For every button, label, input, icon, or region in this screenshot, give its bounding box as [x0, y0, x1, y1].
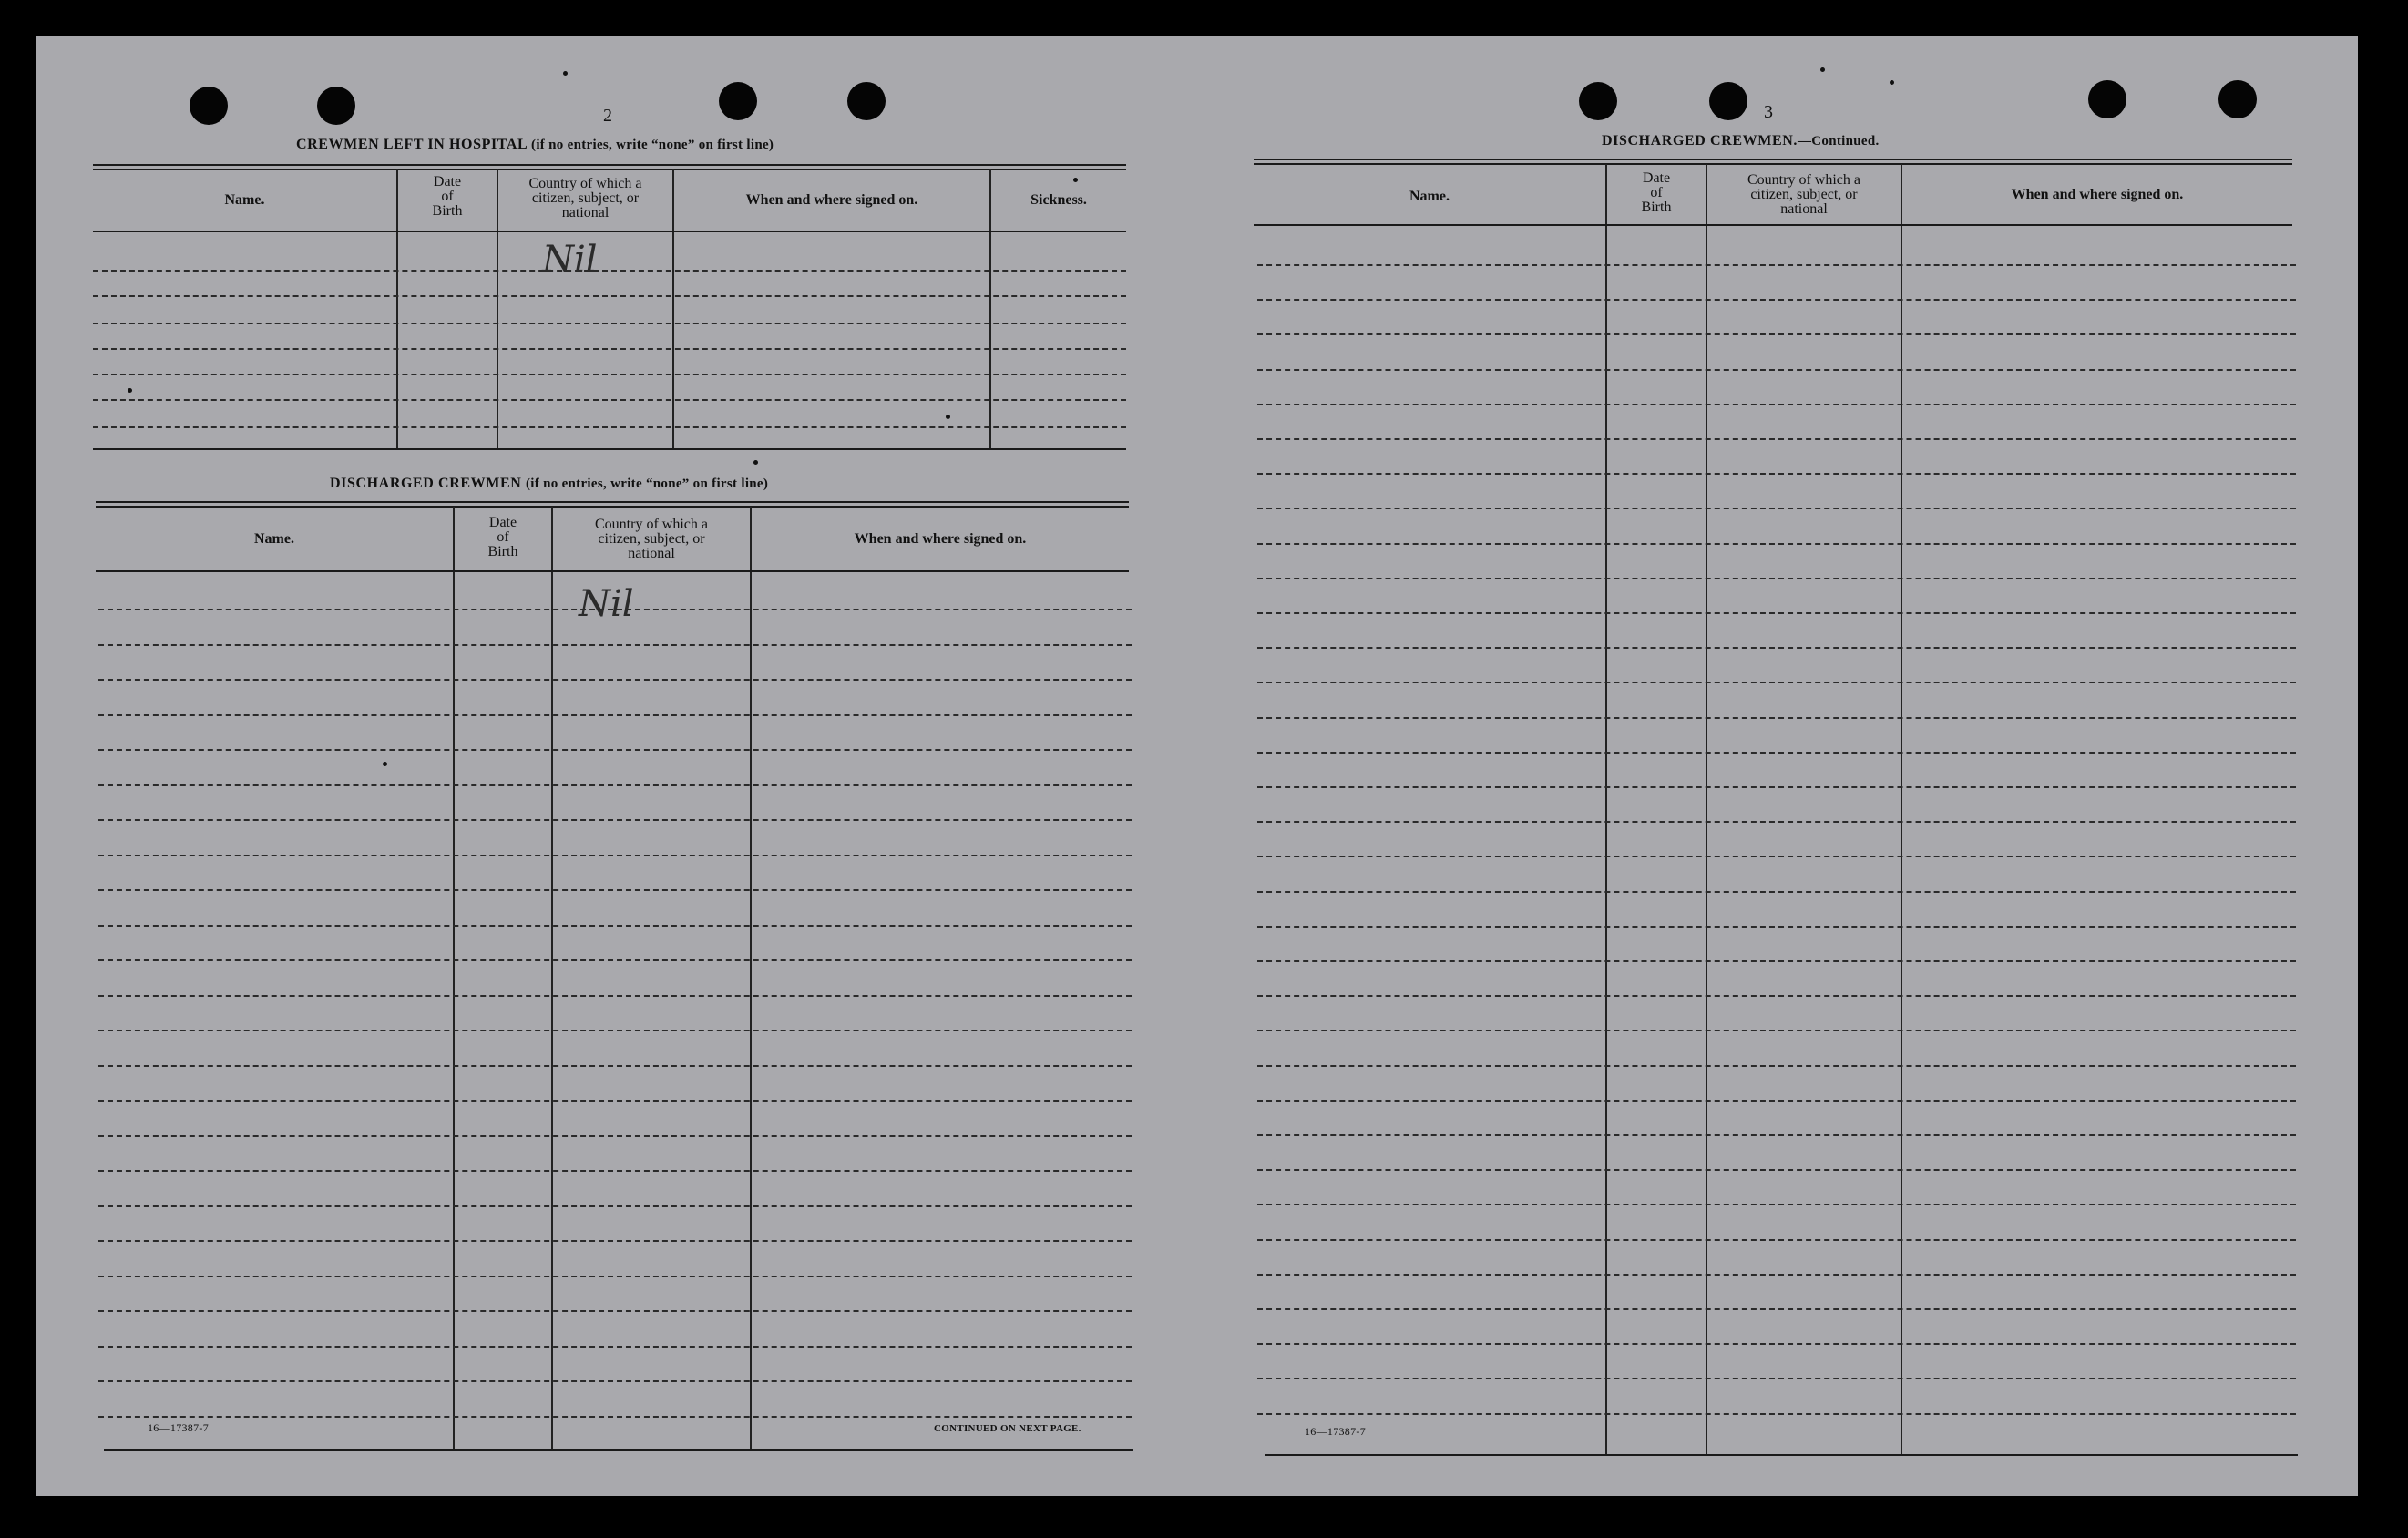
entry-line [1257, 1030, 2296, 1031]
column-header-sickness: Sickness. [1030, 192, 1087, 208]
speck [1890, 80, 1894, 85]
column-divider [989, 169, 991, 450]
column-header-name: Name. [254, 531, 294, 547]
entry-line [98, 784, 1132, 786]
column-header-signed-on: When and where signed on. [745, 192, 918, 208]
entry-line [98, 889, 1132, 891]
column-header-name: Name. [1409, 189, 1450, 204]
speck [563, 71, 568, 76]
handwritten-nil: Nil [579, 583, 634, 625]
entry-line [98, 1100, 1132, 1102]
speck [753, 460, 758, 465]
column-header-dob: Date of Birth [432, 174, 463, 219]
column-header-dob: Date of Birth [1641, 170, 1672, 215]
entry-line [98, 995, 1132, 997]
entry-line [98, 679, 1132, 681]
continued-note: CONTINUED ON NEXT PAGE. [934, 1423, 1081, 1434]
column-divider [1605, 164, 1607, 1454]
entry-line [93, 348, 1126, 350]
entry-line [1257, 1274, 2296, 1276]
column-header-dob: Date of Birth [487, 515, 518, 559]
entry-line [1257, 821, 2296, 823]
entry-line [1257, 1204, 2296, 1205]
page-number: 3 [1764, 102, 1773, 122]
entry-line [98, 1416, 1132, 1418]
form-number: 16—17387-7 [148, 1421, 209, 1434]
entry-line [1257, 1308, 2296, 1310]
rule [1254, 159, 2292, 160]
entry-line [93, 399, 1126, 401]
column-header-country: Country of which a citizen, subject, or national [1747, 172, 1860, 217]
speck [946, 415, 950, 419]
column-header-country: Country of which a citizen, subject, or national [595, 517, 708, 561]
speck [383, 762, 387, 766]
handwritten-nil: Nil [542, 239, 598, 281]
header-rule [93, 231, 1126, 232]
entry-line [93, 323, 1126, 324]
entry-line [93, 426, 1126, 428]
entry-line [1257, 926, 2296, 928]
rule [1254, 163, 2292, 165]
entry-line [1257, 682, 2296, 683]
entry-line [98, 1135, 1132, 1137]
entry-line [1257, 1134, 2296, 1136]
entry-line [1257, 856, 2296, 857]
header-rule [96, 570, 1129, 572]
column-divider [551, 507, 553, 1451]
entry-line [1257, 1378, 2296, 1379]
entry-line [98, 1205, 1132, 1207]
rule [96, 506, 1129, 508]
entry-line [98, 1380, 1132, 1382]
entry-line [98, 959, 1132, 961]
discharged-continued-title: DISCHARGED CREWMEN.—Continued. [1602, 133, 1880, 149]
column-divider [453, 507, 455, 1451]
entry-line [1257, 404, 2296, 405]
entry-line [98, 1310, 1132, 1312]
rule [93, 169, 1126, 170]
entry-line [98, 714, 1132, 716]
entry-line [1257, 369, 2296, 371]
entry-line [98, 1346, 1132, 1348]
entry-line [1257, 1239, 2296, 1241]
punch-hole [847, 82, 886, 120]
entry-line [98, 1240, 1132, 1242]
entry-line [1257, 960, 2296, 962]
table-bottom-rule [1265, 1454, 2298, 1456]
scanned-form-sheet [36, 36, 2358, 1496]
entry-line [93, 270, 1126, 272]
column-header-name: Name. [224, 192, 265, 208]
discharged-table-title: DISCHARGED CREWMEN (if no entries, write “none” on first line) [330, 476, 769, 491]
column-divider [1706, 164, 1707, 1454]
entry-line [1257, 1169, 2296, 1171]
punch-hole [2088, 80, 2126, 118]
entry-line [1257, 1413, 2296, 1415]
entry-line [93, 374, 1126, 375]
entry-line [1257, 1343, 2296, 1345]
entry-line [1257, 543, 2296, 545]
entry-line [98, 644, 1132, 646]
entry-line [98, 855, 1132, 856]
table-bottom-rule [93, 448, 1126, 450]
entry-line [98, 925, 1132, 927]
punch-hole [2218, 80, 2257, 118]
entry-line [1257, 299, 2296, 301]
entry-line [98, 1030, 1132, 1031]
entry-line [1257, 508, 2296, 509]
entry-line [1257, 578, 2296, 579]
punch-hole [1709, 82, 1747, 120]
entry-line [1257, 995, 2296, 997]
rule [96, 501, 1129, 503]
entry-line [1257, 647, 2296, 649]
header-rule [1254, 224, 2292, 226]
entry-line [1257, 612, 2296, 614]
table-bottom-rule [104, 1449, 1133, 1451]
speck [128, 388, 132, 393]
entry-line [1257, 473, 2296, 475]
column-header-signed-on: When and where signed on. [2011, 187, 2184, 202]
column-divider [750, 507, 752, 1451]
entry-line [1257, 891, 2296, 893]
column-divider [672, 169, 674, 450]
page-number: 2 [603, 106, 612, 126]
entry-line [98, 1276, 1132, 1277]
entry-line [1257, 264, 2296, 266]
punch-hole [1579, 82, 1617, 120]
entry-line [98, 1065, 1132, 1067]
column-header-signed-on: When and where signed on. [854, 531, 1027, 547]
entry-line [1257, 752, 2296, 754]
column-divider [1901, 164, 1902, 1454]
form-number: 16—17387-7 [1305, 1425, 1366, 1438]
speck [1820, 67, 1825, 72]
entry-line [1257, 333, 2296, 335]
entry-line [98, 819, 1132, 821]
rule [93, 164, 1126, 166]
hospital-table-title: CREWMEN LEFT IN HOSPITAL (if no entries, write “none” on first line) [296, 137, 774, 152]
entry-line [1257, 1065, 2296, 1067]
entry-line [93, 295, 1126, 297]
entry-line [1257, 1100, 2296, 1102]
speck [1073, 178, 1078, 182]
entry-line [98, 749, 1132, 751]
column-header-country: Country of which a citizen, subject, or national [528, 176, 642, 220]
punch-hole [719, 82, 757, 120]
entry-line [1257, 438, 2296, 440]
entry-line [1257, 786, 2296, 788]
punch-hole [190, 87, 228, 125]
entry-line [1257, 717, 2296, 719]
entry-line [98, 1170, 1132, 1172]
punch-hole [317, 87, 355, 125]
